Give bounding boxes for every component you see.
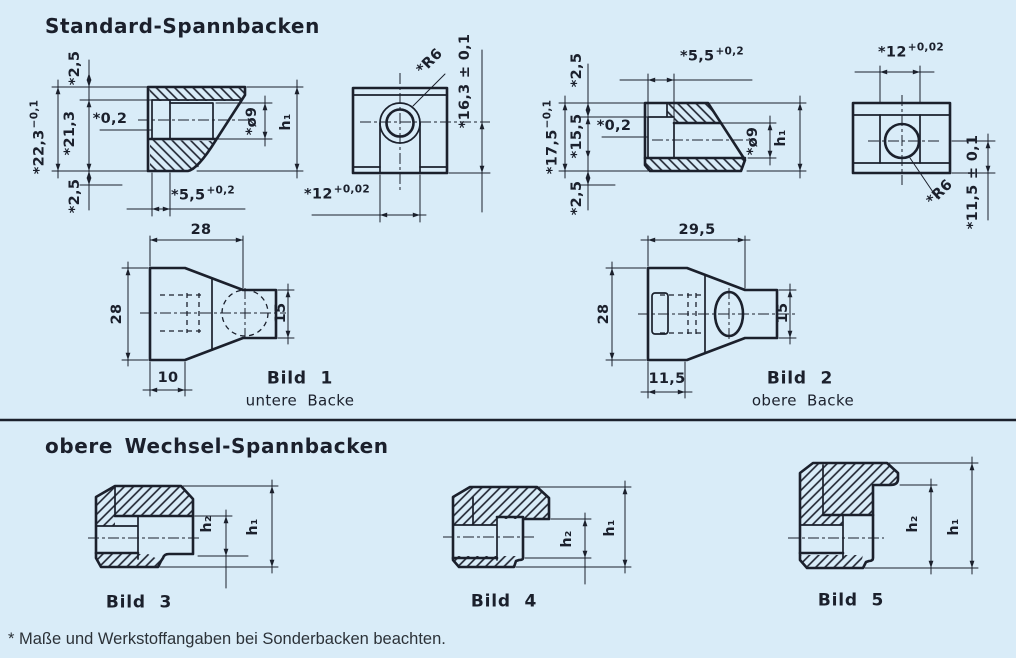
dim-label-bild2-width-bottom: 11,5 [648, 370, 686, 387]
section-title-wechsel: obere Wechsel-Spannbacken [45, 434, 389, 458]
dim-label-bild4-total-height: h₁ [601, 519, 618, 537]
dim-label-bild2-width-top: 29,5 [678, 221, 716, 238]
dim-label-obere-bore: *ø9 [744, 126, 761, 156]
figure-label-bild3: Bild 3 [105, 592, 173, 613]
dim-label-untere-radius: *R6 [413, 45, 446, 78]
figure-label-bild1: Bild 1 [266, 368, 334, 389]
dim-label-obere-slot: $*5,5^{+0,2}$ [679, 45, 745, 65]
dim-label-bild5-step-height: h₂ [904, 515, 921, 533]
dim-label-obere-top-offset: *2,5 [568, 52, 585, 88]
dim-label-untere-top-offset: *2,5 [66, 50, 83, 86]
dim-label-bild4-step-height: h₂ [558, 530, 575, 548]
dim-label-bild1-height-left: 28 [108, 303, 125, 325]
dim-label-bild1-width-top: 28 [190, 221, 212, 238]
bild5-section-view [788, 457, 978, 574]
dim-label-untere-inner: *21,3 [61, 110, 78, 156]
obere-backe-section-view [559, 64, 806, 210]
dim-label-bild5-total-height: h₁ [945, 518, 962, 536]
dim-label-obere-slot-width: $*12^{+0,02}$ [878, 41, 944, 61]
figure-label-bild4: Bild 4 [470, 591, 538, 612]
dim-label-untere-step: *0,2 [92, 110, 128, 127]
section-title-standard: Standard-Spannbacken [45, 14, 320, 38]
dim-label-untere-slot: $*5,5^{+0,2}$ [170, 184, 236, 204]
dim-label-bild2-height-right: 15 [774, 302, 791, 324]
footnote: * Maße und Werkstoffangaben bei Sonderbacken beachten. [8, 630, 446, 648]
dim-label-untere-overall: $*22,3^{-0,1}$ [28, 99, 48, 175]
dim-label-bild1-width-bottom: 10 [157, 369, 179, 386]
dim-label-obere-inner: *15,5 [568, 113, 585, 159]
dim-label-obere-overall: $*17,5^{-0,1}$ [541, 99, 561, 175]
figure-label-bild2: Bild 2 [766, 368, 834, 389]
dim-label-bild1-height-right: 15 [272, 302, 289, 324]
dim-label-bild3-total-height: h₁ [244, 518, 261, 536]
dim-label-bild2-height-left: 28 [595, 303, 612, 325]
dim-label-untere-height: h₁ [277, 113, 294, 131]
dim-label-obere-center-height: *11,5 ± 0,1 [964, 134, 981, 230]
dim-label-obere-height: h₁ [772, 129, 789, 147]
dim-label-untere-bottom-offset: *2,5 [66, 178, 83, 214]
dim-label-untere-center-height: *16,3 ± 0,1 [456, 33, 473, 129]
figure-caption-bild2: obere Backe [751, 391, 855, 410]
dim-label-obere-step: *0,2 [596, 117, 632, 134]
figure-caption-bild1: untere Backe [245, 391, 355, 410]
dim-label-untere-slot-width: $*12^{+0,02}$ [304, 183, 370, 203]
dim-label-obere-bottom-offset: *2,5 [568, 180, 585, 216]
dim-label-obere-radius: *R6 [923, 176, 956, 209]
dim-label-untere-bore: *ø9 [243, 106, 260, 136]
figure-label-bild5: Bild 5 [817, 590, 885, 611]
dim-label-bild3-step-height: h₂ [198, 515, 215, 533]
